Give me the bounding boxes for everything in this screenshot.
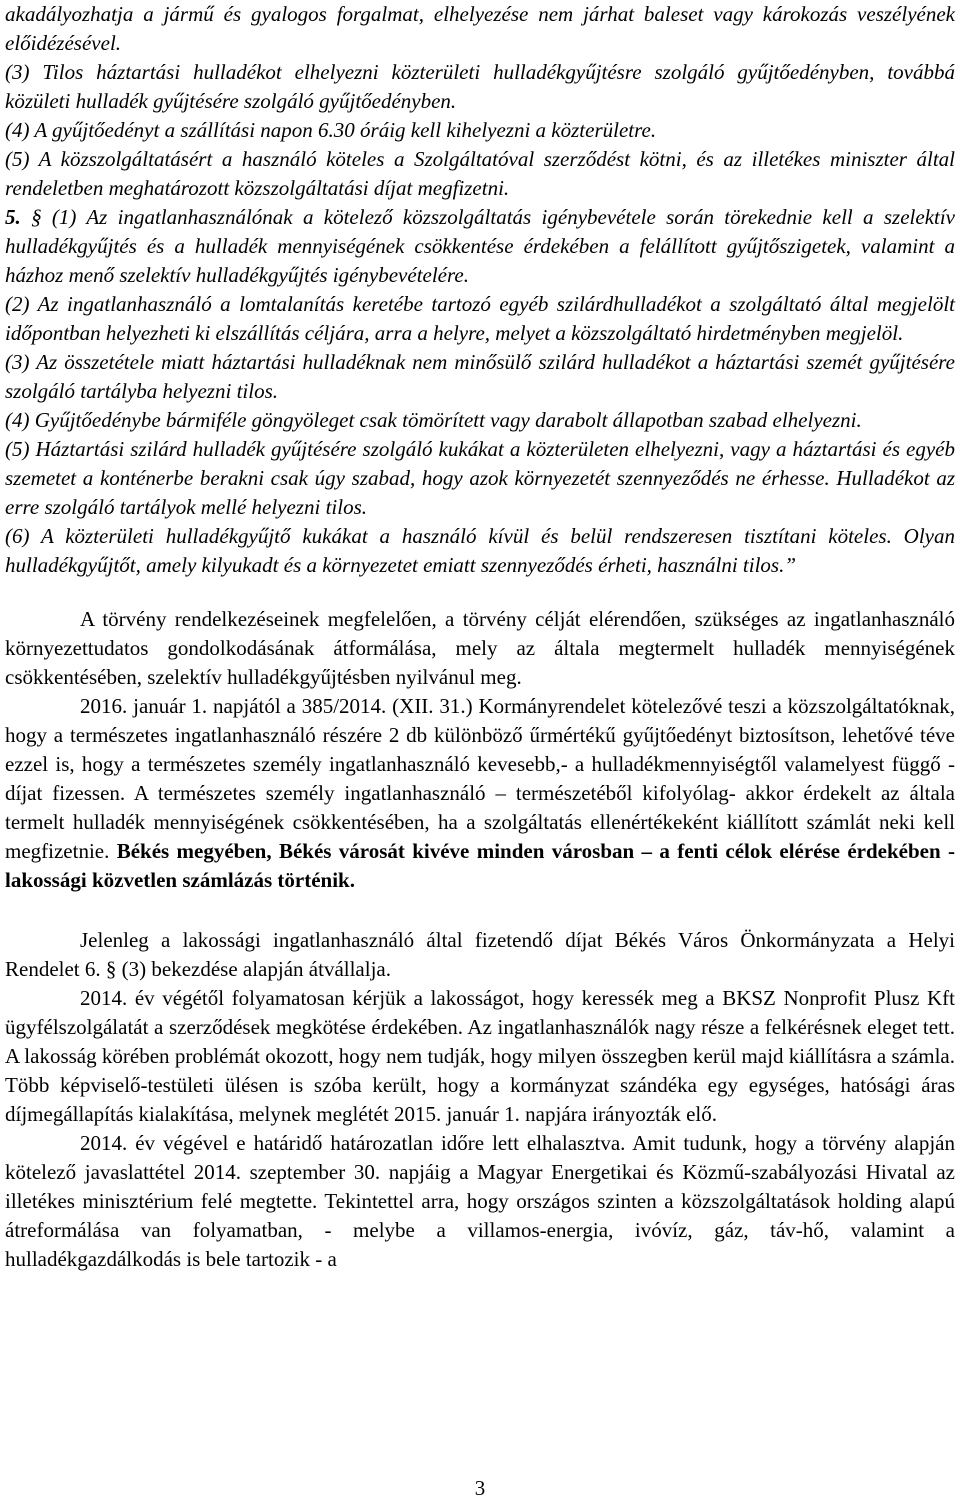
section-5-paragraph-5: (5) Háztartási szilárd hulladék gyűjtésére szolgáló kukákat a közterületen elhelyezni, vagy a háztartási és egyéb szemetet a konténerbe berakni csak úgy szabad, hogy azok környezetét szennyeződés ne érhesse. Hulladékot az erre szolgáló tartályok mellé helyezni tilos. — [5, 437, 955, 519]
body-paragraph-2 — [5, 692, 955, 895]
section-5-paragraph-2: (2) Az ingatlanhasználó a lomtalanítás keretébe tartozó egyéb szilárdhulladékot a szolgáltató által megjelölt időpontban helyezheti ki elszállítás céljára, arra a helyre, melyet a közszolgáltató hirdetményben megjelöl. — [5, 292, 955, 345]
section-5-paragraph-1 — [5, 203, 955, 290]
italic-paragraph-continuation: akadályozhatja a jármű és gyalogos forgalmat, elhelyezése nem járhat baleset vagy károkozás veszélyének előidézésével. — [5, 2, 955, 55]
section-5-paragraph-6: (6) A közterületi hulladékgyűjtő kukákat a használó kívül és belül rendszeresen tisztítani köteles. Olyan hulladékgyűjtőt, amely kilyukadt és a környezetet emiatt szennyeződés érheti, használni tilos.” — [5, 524, 955, 577]
body-paragraph-1: A törvény rendelkezéseinek megfelelően, a törvény célját elérendően, szükséges az ingatlanhasználó környezettudatos gondolkodásának átformálása, mely az általa megtermelt hulladék mennyiségének csökkentésében, szelektív hulladékgyűjtésben nyilvánul meg. — [5, 607, 955, 689]
body-paragraph-3: Jelenleg a lakossági ingatlanhasználó által fizetendő díjat Békés Város Önkormányzata a Helyi Rendelet 6. § (3) bekezdése alapján átvállalja. — [5, 928, 955, 981]
section-5-paragraph-3: (3) Az összetétele miatt háztartási hulladéknak nem minősülő szilárd hulladékot a háztartási szemét gyűjtésére szolgáló tartályba helyezni tilos. — [5, 350, 955, 403]
section-5-paragraph-4: (4) Gyűjtőedénybe bármiféle göngyöleget csak tömörített vagy darabolt állapotban szabad elhelyezni. — [5, 408, 862, 432]
section-5-text: (1) Az ingatlanhasználónak a kötelező közszolgáltatás igénybevétele során törekednie kell a szelektív hulladékgyűjtés és a hulladék mennyiségének csökkentése érdekében a felállított gyűjtőszigetek, valamint a házhoz menő szelektív hulladékgyűjtés igénybevételére. — [5, 205, 956, 287]
section-sign: § — [31, 205, 42, 229]
italic-paragraph-3: (3) Tilos háztartási hulladékot elhelyezni közterületi hulladékgyűjtésre szolgáló gyűjtőedényben, továbbá közületi hulladék gyűjtésére szolgáló gyűjtőedényben. — [5, 60, 955, 113]
italic-paragraph-5: (5) A közszolgáltatásért a használó köteles a Szolgáltatóval szerződést kötni, és az illetékes miniszter által rendeletben meghatározott közszolgáltatási díjat megfizetni. — [5, 147, 955, 200]
body-paragraph-2-bold: Békés megyében, Békés városát kivéve minden városban – a fenti célok elérése érdekében - lakossági közvetlen számlázás történik. — [5, 839, 955, 892]
body-paragraph-2-text: 2016. január 1. napjától a 385/2014. (XII. 31.) Kormányrendelet kötelezővé teszi a közszolgáltatóknak, hogy a természetes ingatlanhasználó részére 2 db különböző űrmértékű gyűjtőedényt biztosítson, lehetővé téve ezzel is, hogy a természetes személy ingatlanhasználó kevesebb,- a hulladékmennyiségtől valamelyest függő - díjat fizessen. A természetes személy ingatlanhasználó – természetéből kifolyólag- akkor érdekelt az általa termelt hulladék mennyiségének csökkentésében, ha a szolgáltatás ellenértékeként kiállított számlát neki kell megfizetnie. — [5, 694, 955, 863]
section-number: 5. — [5, 205, 21, 229]
italic-paragraph-4: (4) A gyűjtőedényt a szállítási napon 6.30 óráig kell kihelyezni a közterületre. — [5, 118, 657, 142]
page-number: 3 — [474, 1476, 486, 1500]
body-paragraph-5: 2014. év végével e határidő határozatlan időre lett elhalasztva. Amit tudunk, hogy a törvény alapján kötelező javaslattétel 2014. szeptember 30. napjáig a Magyar Energetikai és Közmű-szabályozási Hivatal az illetékes minisztérium felé megtette. Tekintettel arra, hogy országos szinten a közszolgáltatások holding alapú átreformálása van folyamatban, - melybe a villamos-energia, ivóvíz, gáz, táv-hő, valamint a hulladékgazdálkodás is bele tartozik - a — [5, 1131, 955, 1271]
body-paragraph-4: 2014. év végétől folyamatosan kérjük a lakosságot, hogy keressék meg a BKSZ Nonprofit Plusz Kft ügyfélszolgálatát a szerződések megkötése érdekében. Az ingatlanhasználók nagy része a felkérésnek eleget tett. A lakosság körében problémát okozott, hogy nem tudják, hogy milyen összegben kerül majd kiállításra a számla. Több képviselő-testületi ülésen is szóba került, hogy a kormányzat szándéka egy egységes, hatósági áras díjmegállapítás kialakítása, melynek meglétét 2015. január 1. napjára irányozták elő. — [5, 986, 955, 1126]
document-page — [5, 0, 955, 1274]
